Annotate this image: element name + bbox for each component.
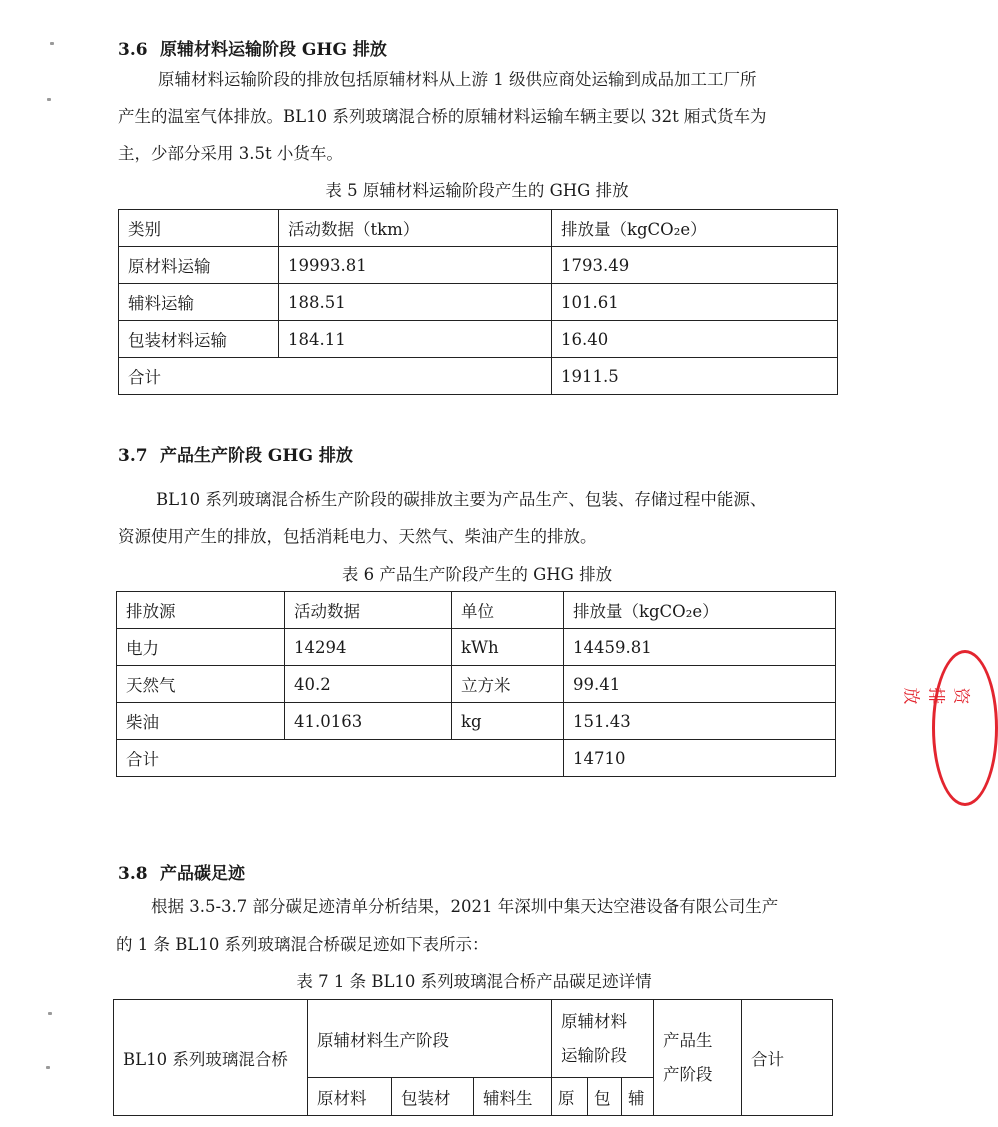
table-row [117,629,836,666]
table-row [119,247,838,284]
section-number: 3.8 [118,864,148,884]
paragraph-line: 的 1 条 BL10 系列玻璃混合桥碳足迹如下表所示： [116,935,489,954]
paragraph-line: 资源使用产生的排放，包括消耗电力、天然气、柴油产生的排放。 [118,527,597,546]
table-header-row [117,592,836,629]
table-cell: 40.2 [285,666,452,703]
table-cell: 包装材料运输 [119,321,279,358]
subheader-cell: 包装材 [392,1078,474,1116]
total-label: 合计 [119,358,552,395]
section-title: 产品碳足迹 [160,864,245,884]
table-cell: 101.61 [552,284,838,321]
table-total-row [119,358,838,395]
table-cell: kg [452,703,564,740]
paragraph-line: 根据 3.5-3.7 部分碳足迹清单分析结果，2021 年深圳中集天达空港设备有限公司生产 [151,897,779,916]
table-cell: 151.43 [564,703,836,740]
section-title: 原辅材料运输阶段 GHG 排放 [160,40,387,60]
section-number: 3.6 [118,40,148,60]
section-title: 产品生产阶段 GHG 排放 [160,446,353,466]
scan-speck [47,98,51,101]
total-value: 1911.5 [552,358,838,395]
paragraph-line: 原辅材料运输阶段的排放包括原辅材料从上游 1 级供应商处运输到成品加工工厂所 [158,70,757,89]
table-cell: 16.40 [552,321,838,358]
table-6 [116,591,836,777]
section-3-8-heading [118,859,245,884]
subheader-cell: 原 [552,1078,588,1116]
table-header-row [119,210,838,247]
table-5-caption: 表 5 原辅材料运输阶段产生的 GHG 排放 [325,181,629,200]
seal-ring [932,650,998,806]
total-header: 合计 [742,1000,833,1116]
section-3-7-heading [118,441,353,466]
table-row [119,284,838,321]
table-7 [113,999,833,1116]
table-cell: 19993.81 [279,247,552,284]
table-cell: 188.51 [279,284,552,321]
scan-speck [50,42,54,45]
header-cell: 活动数据（tkm） [279,210,552,247]
header-cell: 单位 [452,592,564,629]
table-total-row [117,740,836,777]
table-cell: 99.41 [564,666,836,703]
table-cell: 电力 [117,629,285,666]
seal-text: 资排放 [900,687,971,705]
table-5 [118,209,838,395]
paragraph-line: 产生的温室气体排放。BL10 系列玻璃混合桥的原辅材料运输车辆主要以 32t 厢式货车为 [118,107,767,126]
paragraph-line: BL10 系列玻璃混合桥生产阶段的碳排放主要为产品生产、包装、存储过程中能源、 [156,490,767,509]
table-cell: 原材料运输 [119,247,279,284]
header-cell: 类别 [119,210,279,247]
scan-speck [48,1012,52,1015]
paragraph-line: 主，少部分采用 3.5t 小货车。 [118,144,343,163]
table-header-row [114,1000,833,1078]
total-label: 合计 [117,740,564,777]
total-value: 14710 [564,740,836,777]
header-cell: 活动数据 [285,592,452,629]
subheader-cell: 辅料生 [474,1078,552,1116]
header-cell: 排放源 [117,592,285,629]
table-cell: 柴油 [117,703,285,740]
header-cell: 排放量（kgCO₂e） [564,592,836,629]
header-cell: 排放量（kgCO₂e） [552,210,838,247]
stage-header: 原辅材料生产阶段 [308,1000,552,1078]
red-seal-stamp [900,640,971,800]
table-row [119,321,838,358]
table-cell: 辅料运输 [119,284,279,321]
table-cell: 天然气 [117,666,285,703]
stage-header: 产品生 产阶段 [654,1000,742,1116]
table-row [117,666,836,703]
section-number: 3.7 [118,446,148,466]
table-cell: 14294 [285,629,452,666]
table-cell: 立方米 [452,666,564,703]
subheader-cell: 辅 [622,1078,654,1116]
stage-header: 原辅材料 运输阶段 [552,1000,654,1078]
table-cell: 41.0163 [285,703,452,740]
table-cell: 184.11 [279,321,552,358]
subheader-cell: 原材料 [308,1078,392,1116]
subheader-cell: 包 [588,1078,622,1116]
product-cell: BL10 系列玻璃混合桥 [114,1000,308,1116]
table-cell: 1793.49 [552,247,838,284]
table-row [117,703,836,740]
scan-speck [46,1066,50,1069]
section-3-6-heading [118,35,387,60]
table-cell: 14459.81 [564,629,836,666]
table-cell: kWh [452,629,564,666]
table-7-caption: 表 7 1 条 BL10 系列玻璃混合桥产品碳足迹详情 [296,972,652,991]
table-6-caption: 表 6 产品生产阶段产生的 GHG 排放 [341,565,613,584]
